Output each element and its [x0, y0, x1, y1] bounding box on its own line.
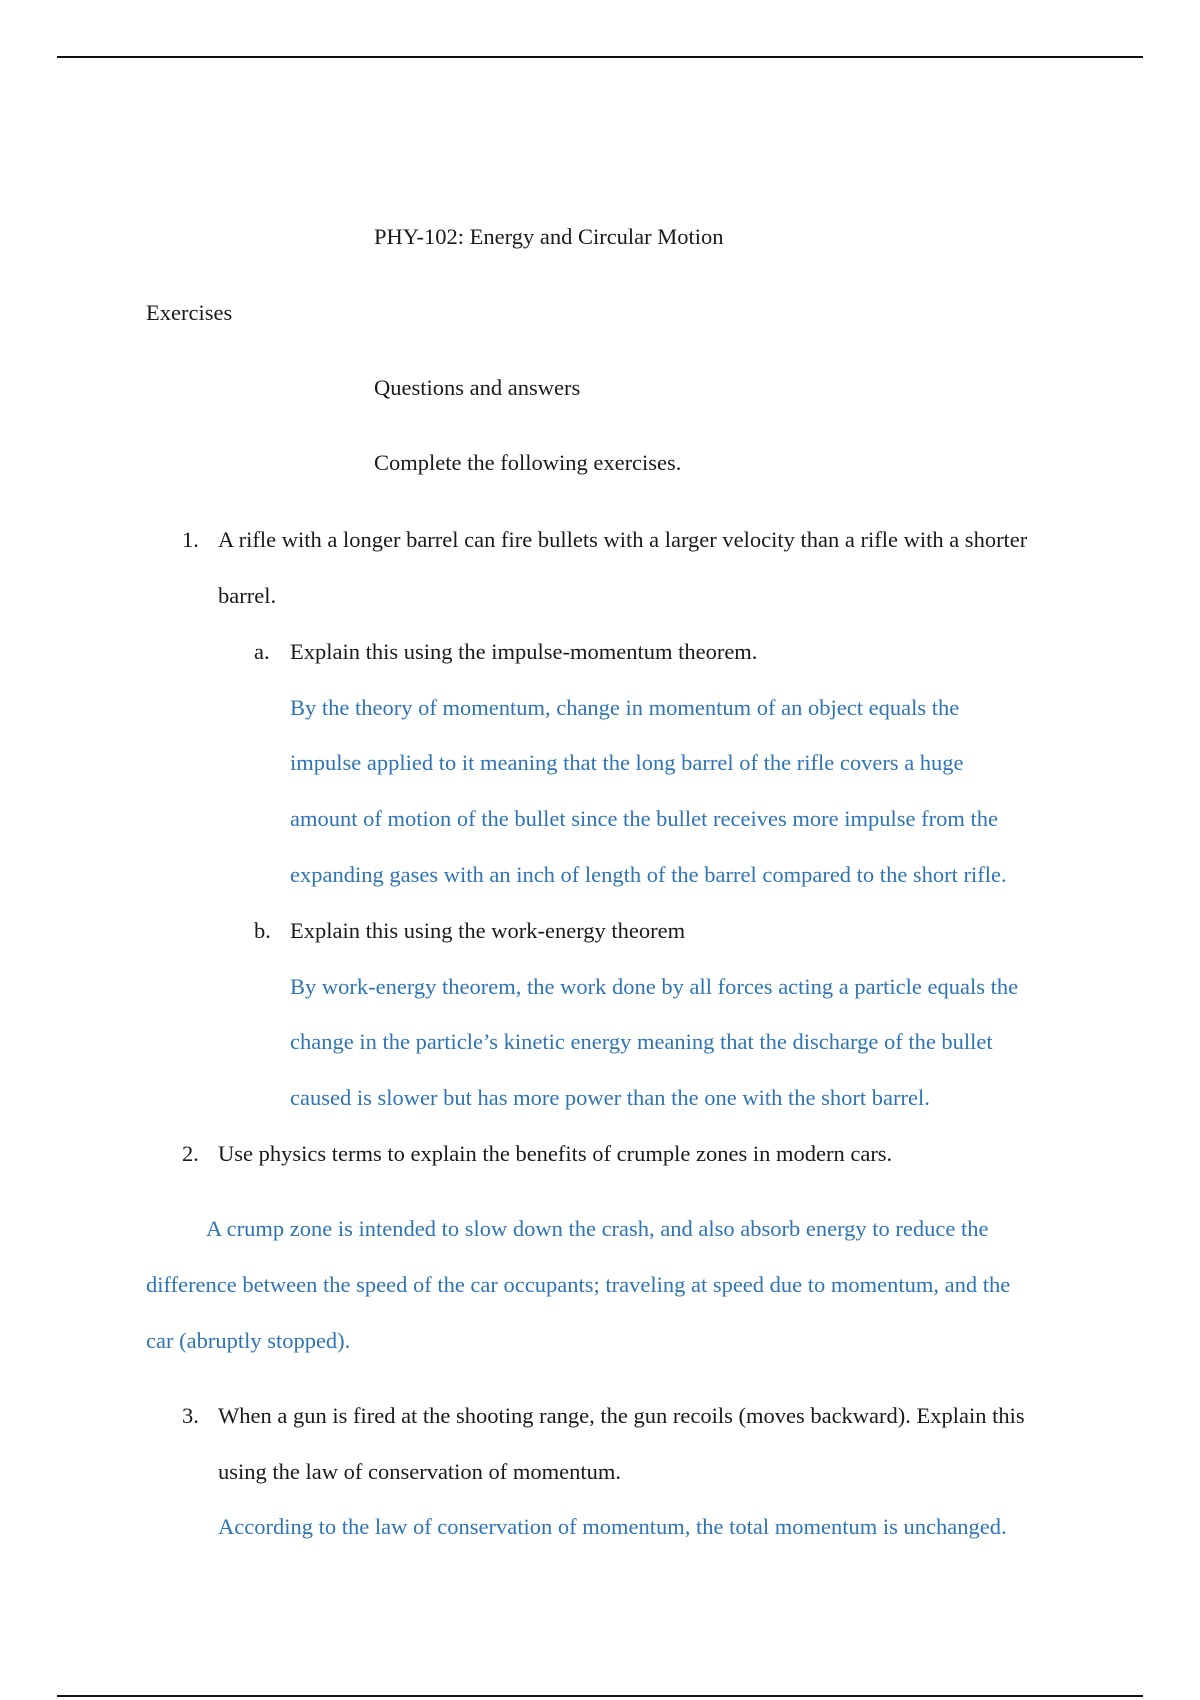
answer-2-line-3: car (abruptly stopped). — [146, 1328, 351, 1353]
answer-1a-line-1: By the theory of momentum, change in momentum of an object equals the — [290, 695, 960, 720]
question-1-line-1: A rifle with a longer barrel can fire bullets with a larger velocity than a rifle with a shorter — [218, 527, 1028, 552]
answer-1b-line-2: change in the particle’s kinetic energy meaning that the discharge of the bullet — [290, 1029, 993, 1054]
question-3-line-1: When a gun is fired at the shooting range, the gun recoils (moves backward). Explain this — [218, 1403, 1025, 1428]
answer-1a-line-4: expanding gases with an inch of length of the barrel compared to the short rifle. — [290, 862, 1007, 887]
answer-1b-line-1: By work-energy theorem, the work done by all forces acting a particle equals the — [290, 974, 1019, 999]
question-number: 1. — [182, 527, 199, 552]
answer-2-line-1: A crump zone is intended to slow down the crash, and also absorb energy to reduce the — [206, 1216, 989, 1241]
answer-1a-line-2: impulse applied to it meaning that the long barrel of the rifle covers a huge — [290, 750, 964, 775]
subtitle: Questions and answers — [374, 375, 581, 400]
question-1b-prompt: Explain this using the work-energy theorem — [290, 918, 686, 943]
answer-3: According to the law of conservation of momentum, the total momentum is unchanged. — [218, 1514, 1007, 1539]
bottom-rule — [57, 1695, 1143, 1697]
top-rule — [57, 56, 1143, 58]
subquestion-label: b. — [254, 918, 271, 943]
instruction-text: Complete the following exercises. — [374, 450, 682, 475]
answer-1a-line-3: amount of motion of the bullet since the bullet receives more impulse from the — [290, 806, 998, 831]
question-number: 3. — [182, 1403, 199, 1428]
section-heading: Exercises — [146, 300, 233, 325]
question-1-line-2: barrel. — [218, 583, 277, 608]
question-3-line-2: using the law of conservation of momentum. — [218, 1459, 622, 1484]
question-1a-prompt: Explain this using the impulse-momentum theorem. — [290, 639, 758, 664]
answer-1b-line-3: caused is slower but has more power than the one with the short barrel. — [290, 1085, 930, 1110]
question-number: 2. — [182, 1141, 199, 1166]
subquestion-label: a. — [254, 639, 270, 664]
answer-2-line-2: difference between the speed of the car occupants; traveling at speed due to momentum, and the — [146, 1272, 1011, 1297]
question-2-prompt: Use physics terms to explain the benefits of crumple zones in modern cars. — [218, 1141, 893, 1166]
document-title: PHY-102: Energy and Circular Motion — [374, 224, 724, 249]
